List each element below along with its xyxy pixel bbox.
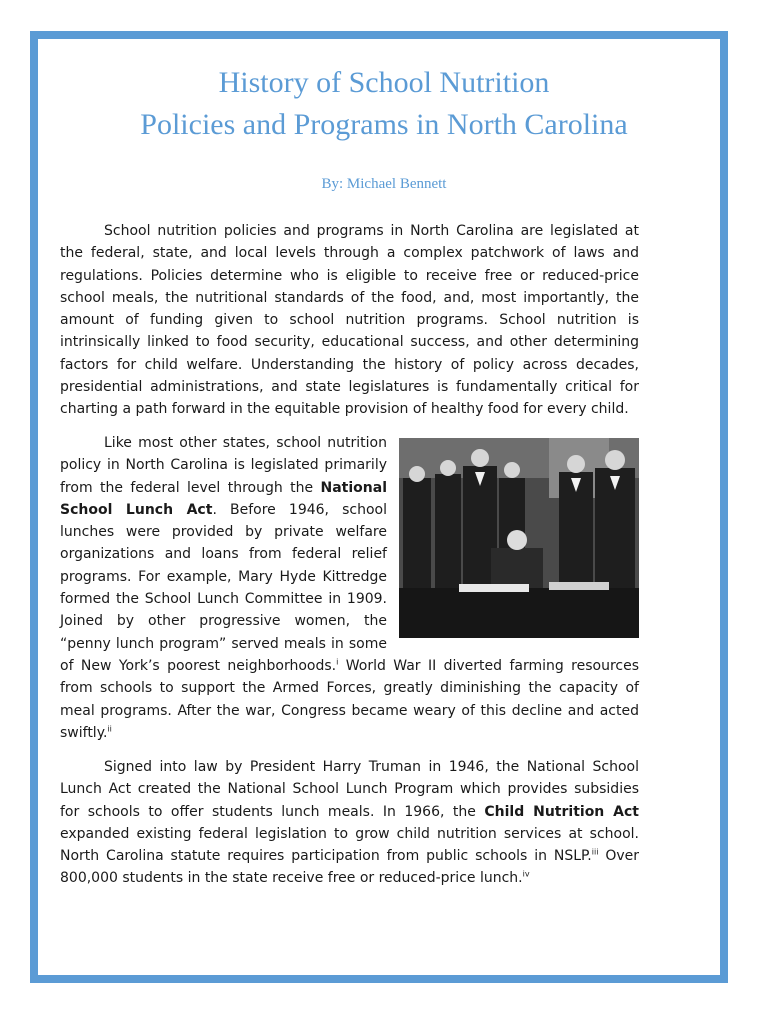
title-line-1: History of School Nutrition <box>218 66 550 99</box>
endnote-ref-iii[interactable]: iii <box>591 847 599 857</box>
endnote-ref-ii[interactable]: ii <box>107 724 112 734</box>
child-nutrition-act-term: Child Nutrition Act <box>484 803 639 820</box>
paragraph-legislation-part-a: Signed into law by President Harry Truman in 1946, the National School Lunch Act created the National School Lunch Program which provides subsidies for schools to offer students lunch meals. In 1966, the <box>60 759 639 820</box>
paragraph-history-part-c: . Before 1946, school lunches were provided by private welfare organizations and loans from federal relief programs. For example, Mary Hyde Kittredge formed the School Lunch Committee in 1909. Joined by other progressive women, the “penny lunch program” served meals in some of New York’s poorest neighborhoods. <box>60 501 388 674</box>
paragraph-legislation-part-d: Over 800,000 students in the state receive free or reduced-price lunch. <box>60 848 640 887</box>
photo-illustration <box>399 438 639 638</box>
paragraph-history-part-a: Like most other states, school nutrition policy in North Carolina is legislated primarily from the federal level through the <box>60 435 387 496</box>
title-line-2: Policies and Programs in North Carolina <box>140 108 628 141</box>
historical-photo <box>399 438 639 638</box>
paragraph-legislation <box>60 756 639 890</box>
national-school-lunch-act-term: National School Lunch Act <box>60 479 387 518</box>
author-byline: By: Michael Bennett <box>321 176 447 192</box>
paragraph-history <box>60 432 639 744</box>
paragraph-intro-text: School nutrition policies and programs in North Carolina are legislated at the federal, state, and local levels through a complex patchwork of laws and regulations. Policies determine who is eligible to receive free or reduced-price school meals, the nutritional standards of the food, and, most importantly, the amount of funding given to school nutrition programs. School nutrition is intrinsically linked to food security, educational success, and other determining factors for child welfare. Understanding the history of policy across decades, presidential administrations, and state legislatures is fundamentally critical for charting a path forward in the equitable provision of healthy food for every child. <box>60 223 639 418</box>
endnote-ref-iv[interactable]: iv <box>522 869 530 879</box>
document-title <box>0 62 768 146</box>
paragraph-intro <box>60 220 639 421</box>
paragraph-history-part-d: World War II diverted farming resources from schools to support the Armed Forces, greatly diminishing the capacity of meal programs. After the war, Congress became weary of this decline and acted swiftly. <box>60 657 639 741</box>
paragraph-legislation-part-c: expanded existing federal legislation to grow child nutrition services at school. North Carolina statute requires participation from public schools in NSLP. <box>60 825 639 865</box>
endnote-ref-i[interactable]: i <box>336 657 339 667</box>
